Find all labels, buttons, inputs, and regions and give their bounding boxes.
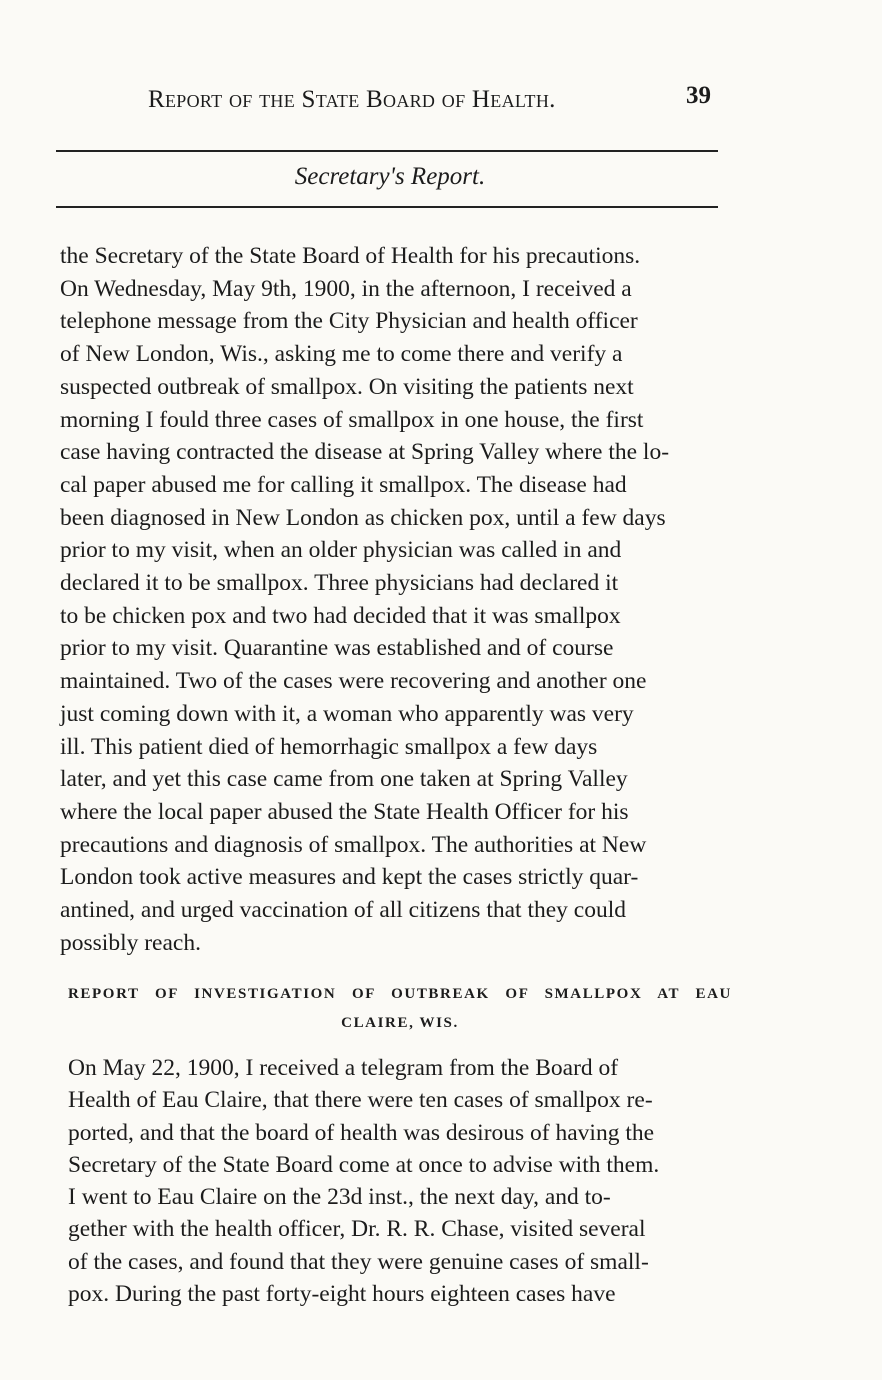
running-head: Report of the State Board of Health.	[148, 86, 556, 113]
body-paragraph-1: the Secretary of the State Board of Health for his precautions. On Wednesday, May 9th, 1900, in the afternoon, I received a telephone message from the City Physician and health officer of New London, Wis., asking me to come there and verify a suspected outbreak of smallpox. On visiting the patients next morning I fould three cases of smallpox in one house, the first case having contracted the disease at Spring Valley where the lo- cal paper abused me for calling it smallpox. The disease had been diagnosed in New London as chicken pox, until a few days prior to my visit, when an older physician was called in and declared it to be smallpox. Three physicians had declared it to be chicken pox and two had decided that it was smallpox prior to my visit. Quarantine was established and of course maintained. Two of the cases were recovering and another one just coming down with it, a woman who apparently was very ill. This patient died of hemorrhagic smallpox a few days later, and yet this case came from one taken at Spring Valley where the local paper abused the State Health Officer for his precautions and diagnosis of smallpox. The authorities at New London took active measures and kept the cases strictly quar- antined, and urged vaccination of all citizens that they could possibly reach.	[60, 243, 670, 956]
header-rule-top	[56, 150, 718, 152]
report-heading-line-1: REPORT OF INVESTIGATION OF OUTBREAK OF SMALLPOX AT EAU	[68, 986, 732, 1002]
report-heading	[68, 980, 732, 1038]
body-paragraph-2: On May 22, 1900, I received a telegram from the Board of Health of Eau Claire, that there were ten cases of smallpox re- ported, and that the board of health was desirous of having the Secretary of the State Board come at once to advise with them. I went to Eau Claire on the 23d inst., the next day, and to- gether with the health officer, Dr. R. R. Chase, visited several of the cases, and found that they were genuine cases of small- pox. During the past forty-eight hours eighteen cases have	[68, 1055, 660, 1308]
header-rule-bottom	[56, 206, 718, 208]
report-heading-line-2: CLAIRE, WIS.	[341, 1015, 459, 1031]
section-title: Secretary's Report.	[294, 163, 486, 190]
page-number: 39	[686, 82, 711, 109]
